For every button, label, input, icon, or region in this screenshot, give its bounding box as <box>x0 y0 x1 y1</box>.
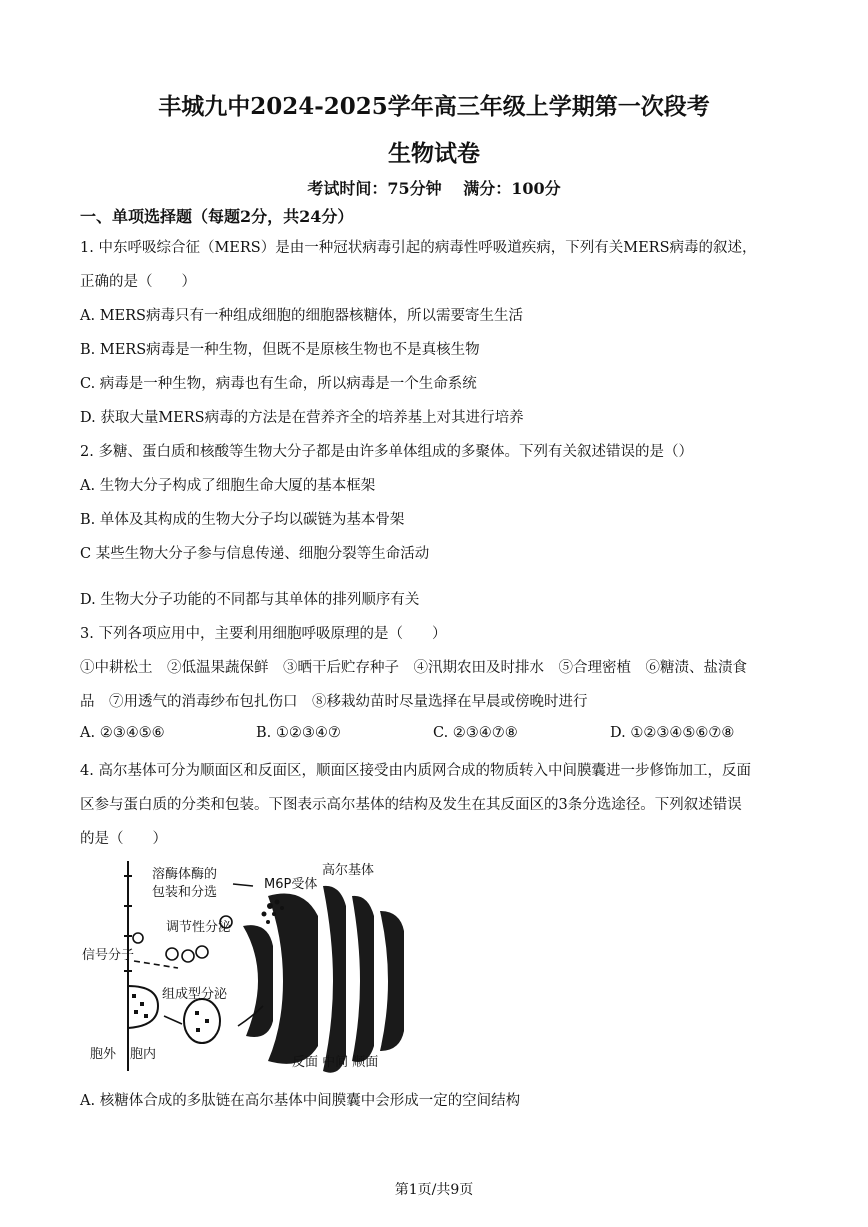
q1-stem-line-2: 正确的是（ ） <box>80 274 196 290</box>
q4-stem-line-2: 区参与蛋白质的分类和包装。下图表示高尔基体的结构及发生在其反面区的3条分选途径。下列叙述错误 <box>80 797 742 813</box>
q3-option-b: B. ①②③④⑦ <box>256 725 341 741</box>
m6p-label: M6P受体 <box>264 877 318 892</box>
q4-option-a: A. 核糖体合成的多肽链在高尔基体中间膜囊中会形成一定的空间结构 <box>80 1093 521 1109</box>
lysosome-label-1: 溶酶体酶的 <box>152 867 218 882</box>
constitutive-vesicle <box>184 999 220 1043</box>
golgi-label: 高尔基体 <box>322 863 375 878</box>
q1-option-d: D. 获取大量MERS病毒的方法是在营养齐全的培养基上对其进行培养 <box>80 410 524 426</box>
q3-option-d: D. ①②③④⑤⑥⑦⑧ <box>610 725 735 741</box>
sorting-arrows <box>134 884 263 1026</box>
exam-title: 丰城九中2024-2025学年高三年级上学期第一次段考 <box>158 93 710 120</box>
section-heading: 一、单项选择题（每题2分，共24分） <box>80 207 354 226</box>
signal-molecule-label: 信号分子 <box>82 948 135 963</box>
outside-cell-label: 胞外 <box>90 1047 117 1062</box>
exam-info <box>0 176 868 199</box>
q3-items-line-1: ①中耕松土 ②低温果蔬保鲜 ③晒干后贮存种子 ④汛期农田及时排水 ⑤合理密植 ⑥糖渍、盐渍食 <box>80 660 747 676</box>
full-score: 满分：100分 <box>463 179 561 198</box>
exam-time: 考试时间：75分钟 <box>307 179 442 198</box>
page-footer: 第1页/共9页 <box>394 1182 474 1198</box>
q1-stem-line-1: 1. 中东呼吸综合征（MERS）是由一种冠状病毒引起的病毒性呼吸道疾病，下列有关MERS病毒的叙述， <box>80 240 757 256</box>
golgi-figure <box>78 856 418 1076</box>
inside-cell-label: 胞内 <box>130 1047 157 1062</box>
exocytosis-vesicle <box>128 986 158 1028</box>
q2-option-d: D. 生物大分子功能的不同都与其单体的排列顺序有关 <box>80 592 420 608</box>
q3-stem: 3. 下列各项应用中，主要利用细胞呼吸原理的是（ ） <box>80 626 447 642</box>
constitutive-secretion-label: 组成型分泌 <box>162 987 228 1002</box>
q2-stem: 2. 多糖、蛋白质和核酸等生物大分子都是由许多单体组成的多聚体。下列有关叙述错误的是（） <box>80 444 693 460</box>
q3-option-a: A. ②③④⑤⑥ <box>80 725 165 741</box>
q2-option-b: B. 单体及其构成的生物大分子均以碳链为基本骨架 <box>80 512 405 528</box>
golgi-stack <box>243 886 404 1073</box>
q1-option-c: C. 病毒是一种生物，病毒也有生命，所以病毒是一个生命系统 <box>80 376 477 392</box>
q3-items-line-2: 品 ⑦用透气的消毒纱布包扎伤口 ⑧移栽幼苗时尽量选择在早晨或傍晚时进行 <box>80 694 588 710</box>
regulated-secretion-label: 调节性分泌 <box>166 920 232 935</box>
q3-option-c: C. ②③④⑦⑧ <box>433 725 518 741</box>
q2-option-c: C 某些生物大分子参与信息传递、细胞分裂等生命活动 <box>80 546 430 562</box>
q2-option-a: A. 生物大分子构成了细胞生命大厦的基本框架 <box>80 478 376 494</box>
q1-option-a: A. MERS病毒只有一种组成细胞的细胞器核糖体，所以需要寄生生活 <box>80 308 523 324</box>
q4-stem-line-1: 4. 高尔基体可分为顺面区和反面区，顺面区接受由内质网合成的物质转入中间膜囊进一步修饰加工，反面 <box>80 763 751 779</box>
q4-stem-line-3: 的是（ ） <box>80 831 167 847</box>
subject-title: 生物试卷 <box>388 140 480 167</box>
q1-option-b: B. MERS病毒是一种生物，但既不是原核生物也不是真核生物 <box>80 342 480 358</box>
lysosome-label-2: 包装和分选 <box>152 885 218 900</box>
golgi-faces-label: 反面 中间 顺面 <box>292 1055 379 1070</box>
